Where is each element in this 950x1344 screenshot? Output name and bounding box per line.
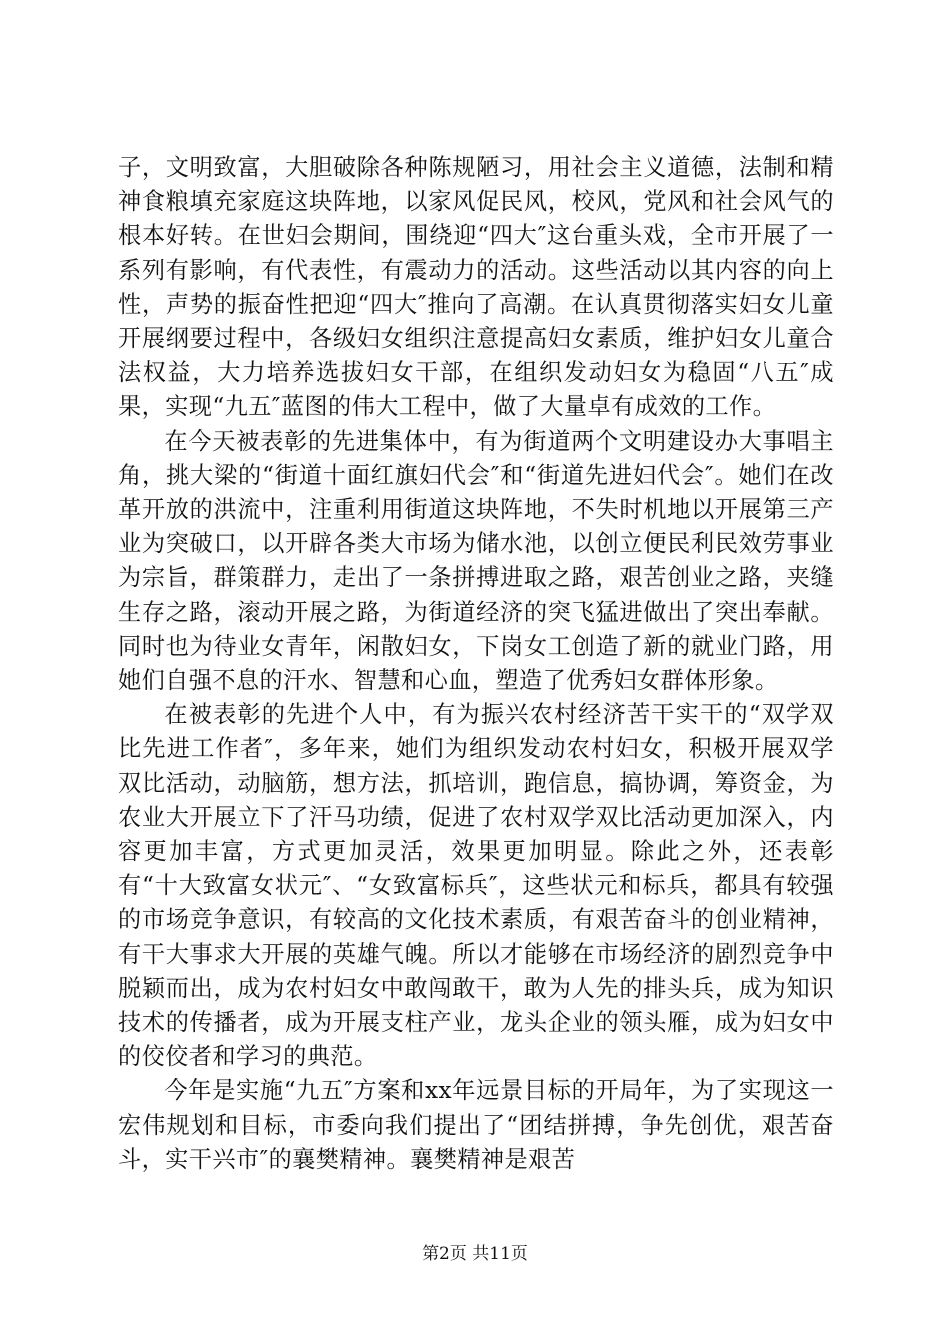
document-body	[118, 151, 834, 1177]
paragraph-2: 在今天被表彰的先进集体中，有为街道两个文明建设办大事唱主角，挑大梁的“街道十面红旗妇代会″和“街道先进妇代会″。她们在改革开放的洪流中，注重利用街道这块阵地，不失时机地以开展第三产业为突破口，以开辟各类大市场为储水池，以创立便民利民效劳事业为宗旨，群策群力，走出了一条拼搏进取之路，艰苦创业之路，夹缝生存之路，滚动开展之路，为街道经济的突飞猛进做出了突出奉献。同时也为待业女青年，闲散妇女，下岗女工创造了新的就业门路，用她们自强不息的汗水、智慧和心血，塑造了优秀妇女群体形象。	[118, 427, 834, 695]
page-number-footer: 第2页 共11页	[422, 1244, 528, 1264]
paragraph-4: 今年是实施“九五″方案和xx年远景目标的开局年，为了实现这一宏伟规划和目标，市委向我们提出了“团结拼搏，争先创优，艰苦奋斗，实干兴市″的襄樊精神。襄樊精神是艰苦	[118, 1077, 834, 1173]
paragraph-1: 子，文明致富，大胆破除各种陈规陋习，用社会主义道德，法制和精神食粮填充家庭这块阵地，以家风促民风，校风，党风和社会风气的根本好转。在世妇会期间，围绕迎“四大″这台重头戏，全市开展了一系列有影响，有代表性，有震动力的活动。这些活动以其内容的向上性，声势的振奋性把迎“四大″推向了高潮。在认真贯彻落实妇女儿童开展纲要过程中，各级妇女组织注意提高妇女素质，维护妇女儿童合法权益，大力培养选拔妇女干部，在组织发动妇女为稳固“八五″成果，实现“九五″蓝图的伟大工程中，做了大量卓有成效的工作。	[118, 154, 834, 421]
paragraph-3: 在被表彰的先进个人中，有为振兴农村经济苦干实干的“双学双比先进工作者″，多年来，她们为组织发动农村妇女，积极开展双学双比活动，动脑筋，想方法，抓培训，跑信息，搞协调，筹资金，为农业大开展立下了汗马功绩，促进了农村双学双比活动更加深入，内容更加丰富，方式更加灵活，效果更加明显。除此之外，还表彰有“十大致富女状元″、“女致富标兵″，这些状元和标兵，都具有较强的市场竞争意识，有较高的文化技术素质，有艰苦奋斗的创业精神，有干大事求大开展的英雄气魄。所以才能够在市场经济的剧烈竞争中脱颖而出，成为农村妇女中敢闯敢干，敢为人先的排头兵，成为知识技术的传播者，成为开展支柱产业，龙头企业的领头雁，成为妇女中的佼佼者和学习的典范。	[118, 701, 834, 1071]
